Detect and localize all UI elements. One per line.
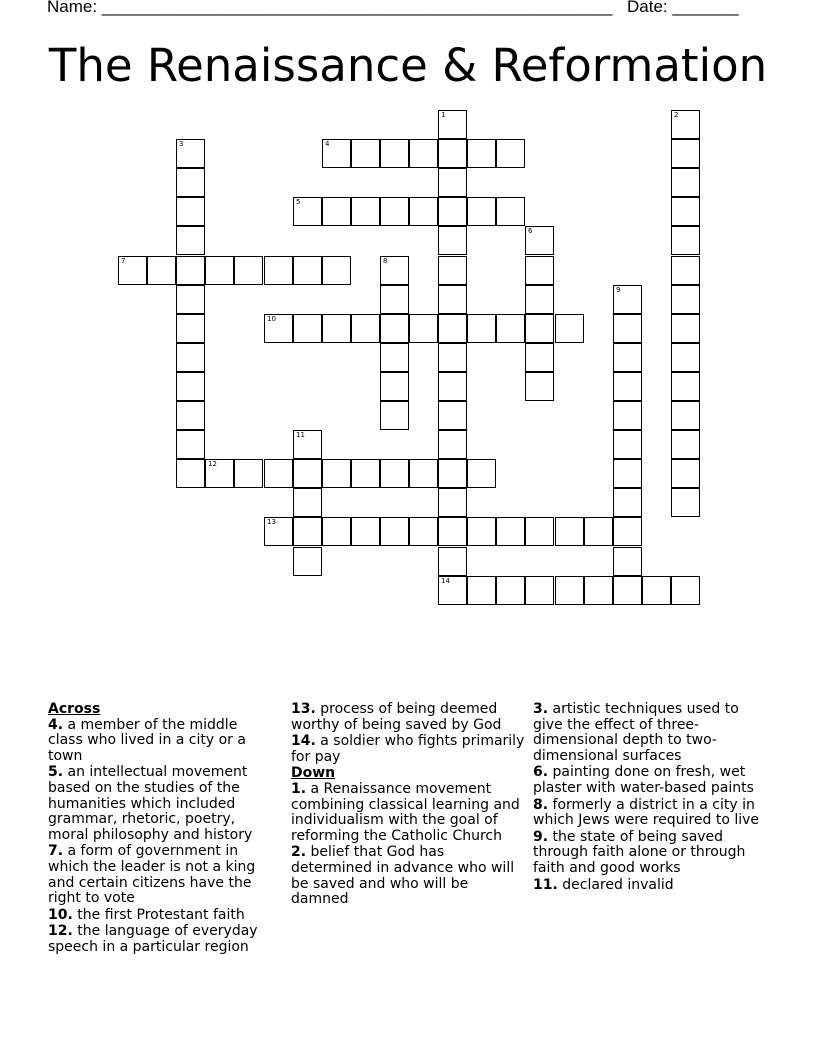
grid-cell[interactable] [438, 256, 467, 285]
grid-cell[interactable] [118, 256, 147, 285]
clue-item [533, 878, 768, 894]
clue-item-text: an intellectual movement based on the studies of the humanities which included grammar, rhetoric, poetry, moral philosophy and history [48, 764, 253, 843]
date-field-label[interactable]: Date: _______ [627, 0, 739, 16]
grid-cell[interactable] [176, 430, 205, 459]
grid-cell[interactable] [438, 168, 467, 197]
clue-item-number: 5. [48, 764, 64, 781]
grid-cell[interactable] [176, 139, 205, 168]
grid-cell[interactable] [380, 517, 409, 546]
grid-cell[interactable] [176, 401, 205, 430]
grid-cell[interactable] [438, 488, 467, 517]
grid-cell[interactable] [613, 517, 642, 546]
clue-item [533, 765, 768, 796]
grid-cell[interactable] [176, 256, 205, 285]
grid-cell[interactable] [438, 139, 467, 168]
grid-cell[interactable] [555, 576, 584, 605]
clue-number: 3 [179, 140, 184, 148]
grid-cell[interactable] [671, 168, 700, 197]
clue-item [48, 908, 273, 924]
grid-cell[interactable] [467, 576, 496, 605]
grid-cell[interactable] [264, 517, 293, 546]
clue-number: 11 [296, 431, 305, 439]
grid-cell[interactable] [438, 285, 467, 314]
clue-number: 9 [616, 286, 621, 294]
grid-cell[interactable] [671, 139, 700, 168]
grid-cell[interactable] [264, 459, 293, 488]
grid-cell[interactable] [438, 197, 467, 226]
grid-cell[interactable] [613, 459, 642, 488]
clue-item-text: process of being deemed worthy of being saved by God [291, 701, 502, 733]
grid-cell[interactable] [322, 256, 351, 285]
grid-cell[interactable] [467, 314, 496, 343]
clues-column-2 [291, 702, 526, 909]
clues-column-1 [48, 702, 273, 957]
grid-cell[interactable] [380, 372, 409, 401]
grid-cell[interactable] [613, 430, 642, 459]
grid-cell[interactable] [176, 343, 205, 372]
grid-cell[interactable] [671, 197, 700, 226]
grid-cell[interactable] [438, 226, 467, 255]
grid-cell[interactable] [496, 314, 525, 343]
name-field-label[interactable]: Name: ______________________________________________________ [47, 0, 613, 16]
grid-cell[interactable] [176, 226, 205, 255]
grid-cell[interactable] [613, 314, 642, 343]
across-heading: Across [48, 701, 101, 717]
grid-cell[interactable] [293, 430, 322, 459]
grid-cell[interactable] [671, 430, 700, 459]
grid-cell[interactable] [293, 547, 322, 576]
clue-item [291, 845, 526, 907]
grid-cell[interactable] [293, 197, 322, 226]
grid-cell[interactable] [380, 197, 409, 226]
grid-cell[interactable] [613, 372, 642, 401]
clue-number: 6 [528, 227, 533, 235]
grid-cell[interactable] [176, 459, 205, 488]
clue-number: 2 [674, 111, 679, 119]
grid-cell[interactable] [671, 314, 700, 343]
grid-cell[interactable] [438, 110, 467, 139]
clue-item-number: 13. [291, 701, 316, 717]
grid-cell[interactable] [496, 576, 525, 605]
grid-cell[interactable] [409, 459, 438, 488]
clue-number: 10 [267, 315, 276, 323]
clue-item [533, 830, 768, 877]
clue-item [291, 702, 526, 733]
grid-cell[interactable] [322, 314, 351, 343]
grid-cell[interactable] [671, 343, 700, 372]
grid-cell[interactable] [467, 517, 496, 546]
grid-cell[interactable] [555, 314, 584, 343]
grid-cell[interactable] [496, 517, 525, 546]
grid-cell[interactable] [409, 139, 438, 168]
clue-number: 8 [383, 257, 388, 265]
grid-cell[interactable] [438, 517, 467, 546]
grid-cell[interactable] [380, 139, 409, 168]
grid-cell[interactable] [584, 576, 613, 605]
clue-item [533, 702, 768, 764]
clue-item [48, 844, 273, 906]
grid-cell[interactable] [351, 139, 380, 168]
grid-cell[interactable] [671, 256, 700, 285]
grid-cell[interactable] [496, 197, 525, 226]
clue-item-number: 7. [48, 843, 64, 860]
clue-item-text: painting done on fresh, wet plaster with water-based paints [533, 764, 754, 796]
grid-cell[interactable] [205, 459, 234, 488]
grid-cell[interactable] [642, 576, 671, 605]
grid-cell[interactable] [438, 372, 467, 401]
grid-cell[interactable] [496, 139, 525, 168]
grid-cell[interactable] [671, 401, 700, 430]
grid-cell[interactable] [176, 285, 205, 314]
grid-cell[interactable] [671, 459, 700, 488]
grid-cell[interactable] [438, 430, 467, 459]
down-heading: Down [291, 765, 336, 782]
clue-item [533, 798, 768, 829]
grid-cell[interactable] [351, 459, 380, 488]
clue-item-text: the state of being saved through faith alone or through faith and good works [533, 828, 746, 876]
grid-cell[interactable] [525, 256, 554, 285]
grid-cell[interactable] [671, 226, 700, 255]
grid-cell[interactable] [671, 285, 700, 314]
clue-item-number: 10. [48, 906, 73, 923]
grid-cell[interactable] [613, 576, 642, 605]
clue-item-text: formerly a district in a city in which Jews were required to live [533, 796, 760, 829]
clue-number: 12 [208, 460, 217, 468]
clue-number: 13 [267, 518, 276, 526]
page-title: The Renaissance & Reformation [48, 39, 768, 92]
clue-item-number: 2. [291, 844, 307, 861]
grid-cell[interactable] [525, 314, 554, 343]
clue-item-number: 9. [533, 828, 549, 845]
grid-cell[interactable] [380, 314, 409, 343]
clue-item-number: 3. [533, 701, 549, 717]
grid-cell[interactable] [351, 517, 380, 546]
clue-item-number: 4. [48, 716, 64, 733]
grid-cell[interactable] [671, 488, 700, 517]
grid-cell[interactable] [293, 459, 322, 488]
grid-cell[interactable] [671, 372, 700, 401]
clue-item-number: 8. [533, 796, 549, 813]
grid-cell[interactable] [613, 488, 642, 517]
clue-item [48, 765, 273, 843]
clue-item [291, 782, 526, 844]
grid-cell[interactable] [438, 343, 467, 372]
grid-cell[interactable] [525, 576, 554, 605]
clue-item [48, 924, 273, 955]
clue-number: 4 [325, 140, 330, 148]
grid-cell[interactable] [351, 314, 380, 343]
clue-item-text: a Renaissance movement combining classical learning and individualism with the goal of reforming the Catholic Church [291, 780, 520, 844]
grid-cell[interactable] [438, 547, 467, 576]
grid-cell[interactable] [409, 517, 438, 546]
grid-cell[interactable] [467, 139, 496, 168]
grid-cell[interactable] [380, 401, 409, 430]
grid-cell[interactable] [176, 372, 205, 401]
clue-item-text: a member of the middle class who lived in a city or a town [48, 716, 246, 764]
clue-item-text: a soldier who fights primarily for pay [291, 733, 525, 765]
grid-cell[interactable] [613, 401, 642, 430]
clues-column-3 [533, 702, 768, 894]
grid-cell[interactable] [525, 343, 554, 372]
grid-cell[interactable] [147, 256, 176, 285]
grid-cell[interactable] [671, 576, 700, 605]
grid-cell[interactable] [380, 343, 409, 372]
clue-item-number: 12. [48, 923, 73, 940]
grid-cell[interactable] [264, 256, 293, 285]
grid-cell[interactable] [525, 517, 554, 546]
grid-cell[interactable] [322, 197, 351, 226]
grid-cell[interactable] [176, 168, 205, 197]
grid-cell[interactable] [671, 110, 700, 139]
clue-item-text: a form of government in which the leader is not a king and certain citizens have the right to vote [48, 843, 256, 907]
grid-cell[interactable] [525, 226, 554, 255]
grid-cell[interactable] [409, 314, 438, 343]
clue-item-text: declared invalid [557, 876, 674, 893]
grid-cell[interactable] [380, 285, 409, 314]
grid-cell[interactable] [438, 314, 467, 343]
clue-item-text: artistic techniques used to give the effect of three-dimensional depth to two-dimensional surfaces [533, 701, 739, 764]
clue-item-text: the language of everyday speech in a particular region [48, 923, 258, 955]
grid-cell[interactable] [613, 343, 642, 372]
clue-item-text: the first Protestant faith [72, 906, 245, 923]
grid-cell[interactable] [351, 197, 380, 226]
grid-cell[interactable] [380, 459, 409, 488]
clue-number: 1 [441, 111, 446, 119]
grid-cell[interactable] [613, 547, 642, 576]
clue-number: 5 [296, 198, 301, 206]
clue-item [48, 718, 273, 765]
grid-cell[interactable] [234, 256, 263, 285]
clue-number: 14 [441, 577, 450, 585]
grid-cell[interactable] [234, 459, 263, 488]
grid-cell[interactable] [380, 256, 409, 285]
grid-cell[interactable] [438, 576, 467, 605]
clue-number: 7 [121, 257, 126, 265]
clue-item [291, 734, 526, 765]
grid-cell[interactable] [438, 459, 467, 488]
grid-cell[interactable] [555, 517, 584, 546]
grid-cell[interactable] [264, 314, 293, 343]
grid-cell[interactable] [176, 314, 205, 343]
grid-cell[interactable] [322, 517, 351, 546]
grid-cell[interactable] [438, 401, 467, 430]
grid-cell[interactable] [613, 285, 642, 314]
grid-cell[interactable] [467, 459, 496, 488]
grid-cell[interactable] [293, 517, 322, 546]
grid-cell[interactable] [525, 285, 554, 314]
grid-cell[interactable] [584, 517, 613, 546]
grid-cell[interactable] [467, 197, 496, 226]
grid-cell[interactable] [293, 488, 322, 517]
clue-item-number: 6. [533, 764, 549, 781]
clue-item-number: 11. [533, 876, 558, 893]
grid-cell[interactable] [525, 372, 554, 401]
clue-item-number: 1. [291, 780, 307, 797]
grid-cell[interactable] [176, 197, 205, 226]
clue-item-text: belief that God has determined in advance who will be saved and who will be damned [291, 844, 515, 908]
grid-cell[interactable] [322, 139, 351, 168]
grid-cell[interactable] [409, 197, 438, 226]
grid-cell[interactable] [322, 459, 351, 488]
grid-cell[interactable] [293, 314, 322, 343]
clue-item-number: 14. [291, 733, 316, 750]
grid-cell[interactable] [205, 256, 234, 285]
grid-cell[interactable] [293, 256, 322, 285]
